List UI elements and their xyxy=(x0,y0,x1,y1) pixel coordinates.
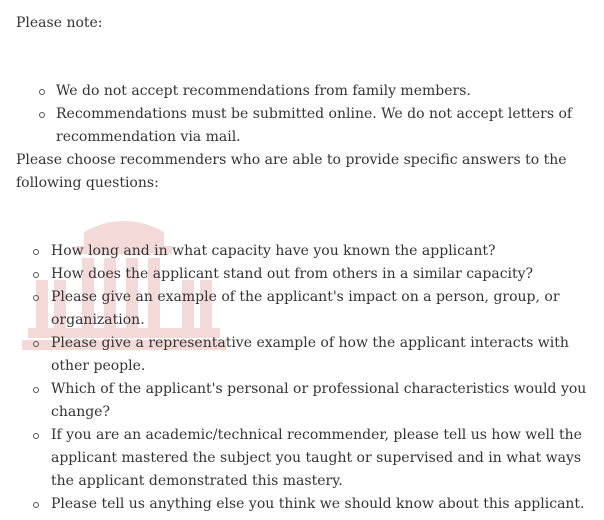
question-list xyxy=(16,240,594,516)
list-item: How does the applicant stand out from others in a similar capacity? xyxy=(16,263,594,286)
list-item: Please give an example of the applicant's impact on a person, group, or organization. xyxy=(16,286,594,332)
list-item: Please give a representative example of how the applicant interacts with other people. xyxy=(16,332,594,378)
note-list xyxy=(16,80,594,149)
list-item: If you are an academic/technical recommender, please tell us how well the applicant mastered the subject you taught or supervised and in what ways the applicant demonstrated this mastery. xyxy=(16,424,594,493)
questions-intro: Please choose recommenders who are able to provide specific answers to the following questions: xyxy=(16,152,567,191)
list-item: How long and in what capacity have you known the applicant? xyxy=(16,240,594,263)
list-item: Which of the applicant's personal or professional characteristics would you change? xyxy=(16,378,594,424)
list-item: Please tell us anything else you think we should know about this applicant. xyxy=(16,493,594,516)
list-item: Recommendations must be submitted online. We do not accept letters of recommendation via mail. xyxy=(16,103,594,149)
list-item: We do not accept recommendations from family members. xyxy=(16,80,594,103)
note-heading: Please note: xyxy=(16,15,103,31)
